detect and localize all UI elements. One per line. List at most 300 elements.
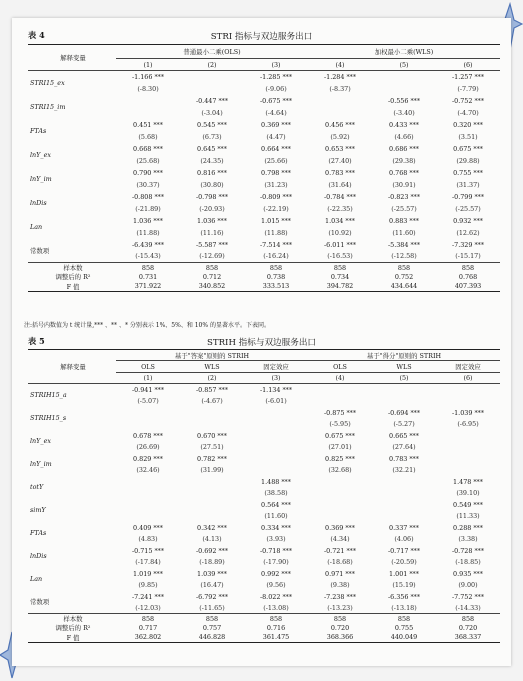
table5-row-label: 常数项 [30, 598, 50, 607]
table5-stat-cell: 0.717 [138, 623, 158, 632]
table5-coef-cell: 1.478 *** [453, 477, 483, 486]
table4-stat-cell: 858 [180, 263, 244, 273]
table4-row [28, 215, 500, 227]
table4-tstat-cell: (-7.79) [457, 84, 479, 93]
table5-row [28, 499, 500, 511]
table5-coef-cell: 1.019 *** [133, 569, 163, 578]
table4-stat-cell: 858 [116, 263, 180, 273]
table4-coef-cell: -1.284 *** [308, 71, 372, 83]
table4-coef-cell: 0.755 *** [453, 168, 483, 177]
table5-coef-cell: -1.039 *** [451, 408, 485, 417]
table5-coef-cell: -8.022 *** [259, 592, 293, 601]
table4-coef-cell: -1.285 *** [244, 71, 308, 83]
table4-tstat-cell: (5.68) [138, 132, 158, 141]
table5-stat-cell: 446.828 [180, 633, 244, 643]
table4-tstat-cell: (6.73) [202, 132, 222, 141]
table4-tstat-cell: (4.66) [394, 132, 414, 141]
table5-col-header: (5) [372, 373, 436, 384]
table5-coef-cell: 0.369 *** [325, 523, 355, 532]
table5-coef-cell: 1.488 *** [261, 477, 291, 486]
table5-coef-cell: -0.941 *** [116, 384, 180, 396]
table5-stat-cell: 361.475 [244, 633, 308, 643]
table4-tstat-cell [308, 107, 372, 119]
table4-col-header: (1) [116, 59, 180, 71]
table5-row-label: totY [30, 483, 44, 491]
table5-stat-label: 调整后的 R² [55, 624, 91, 633]
table5-tstat-cell [244, 465, 308, 476]
table4-tstat-cell: (-25.57) [455, 204, 481, 213]
table5-tstat-cell: (-6.01) [265, 397, 287, 405]
table4-tstat-cell: (-12.58) [391, 252, 417, 261]
table4-coef-cell [116, 95, 180, 107]
table4-tstat-cell: (30.37) [136, 180, 160, 189]
table5-coef-cell [244, 407, 308, 419]
table4-coef-cell: 0.433 *** [389, 120, 419, 129]
table4-coef-cell: 0.653 *** [325, 144, 355, 153]
table4-stat-cell: 858 [308, 263, 372, 273]
table4-coef-cell: -0.799 *** [451, 192, 485, 201]
table5-coef-cell [372, 476, 436, 488]
table4-tstat-cell: (-16.53) [327, 252, 353, 261]
table4-coef-cell [308, 95, 372, 107]
table5-tstat-cell: (-20.59) [391, 558, 417, 566]
table5-tstat-cell: (15.19) [392, 581, 416, 589]
table5-row [28, 568, 500, 580]
table5-coef-cell [308, 476, 372, 488]
table4-coef-cell: 0.768 *** [389, 168, 419, 177]
table4-tstat-cell: (12.62) [456, 228, 480, 237]
table5-row-label: STRIH15_a [28, 384, 116, 407]
table4-tstat-cell: (10.92) [328, 228, 352, 237]
table5-method-header: OLS [141, 362, 155, 371]
table4-tstat-cell: (24.35) [200, 156, 224, 165]
table5-tstat-cell: (9.00) [458, 581, 478, 589]
table5-tstat-cell: (-5.95) [329, 420, 351, 428]
table5-stat-cell: 858 [180, 614, 244, 624]
table5-coef-cell: -0.692 *** [195, 546, 229, 555]
table5-coef-cell: -7.241 *** [131, 592, 165, 601]
table5-coef-cell [308, 384, 372, 396]
table5-coef-cell: 0.670 *** [197, 431, 227, 440]
table5-tstat-cell: (4.83) [138, 535, 158, 543]
table4-tstat-cell: (29.38) [392, 156, 416, 165]
table5-row-label: lnY_im [30, 460, 52, 468]
table4-coef-cell: 0.664 *** [261, 144, 291, 153]
table4-row [28, 71, 500, 83]
table5-row [28, 430, 500, 442]
table4-tstat-cell: (11.60) [392, 228, 416, 237]
table4-tstat-cell: (25.68) [136, 156, 160, 165]
table4-tstat-cell: (-21.89) [135, 204, 161, 213]
table5-tstat-cell [436, 442, 500, 453]
table5-tstat-cell: (-17.90) [263, 558, 289, 566]
table4-tstat-cell: (11.16) [200, 228, 224, 237]
table4-row [28, 95, 500, 107]
table4-tstat-cell: (25.66) [264, 156, 288, 165]
table5-coef-cell: -0.717 *** [387, 546, 421, 555]
table4-tstat-cell: (-15.43) [135, 252, 161, 261]
table5-coef-cell [244, 430, 308, 442]
table4-coef-cell: 0.686 *** [389, 144, 419, 153]
table4-tstat-cell [116, 107, 180, 119]
table5-coef-cell: 0.337 *** [389, 523, 419, 532]
table4-tstat-cell: (-22.19) [263, 204, 289, 213]
table5-coef-cell: 0.334 *** [261, 523, 291, 532]
table5-coef-cell: -7.238 *** [323, 592, 357, 601]
table5-coef-cell: -0.721 *** [323, 546, 357, 555]
table4-tstat-cell: (-12.69) [199, 252, 225, 261]
table5-tstat-cell [372, 488, 436, 499]
table4-tstat-cell: (4.47) [266, 132, 286, 141]
table5-coef-cell [116, 499, 180, 511]
table4-group-ols: 普通最小二乘(OLS) [116, 45, 308, 59]
table4-stat-cell: 858 [436, 263, 500, 273]
table4-header-var: 解释变量 [28, 45, 116, 71]
table5-coef-cell [244, 453, 308, 465]
table5-stat-cell: 0.720 [330, 623, 350, 632]
table5-row [28, 453, 500, 465]
table5-col-header: (1) [116, 373, 180, 384]
table5-tstat-cell: (39.10) [456, 489, 480, 497]
table4-coef-cell: 1.036 *** [197, 216, 227, 225]
table4-tstat-cell: (5.92) [330, 132, 350, 141]
table4-coef-cell: 0.545 *** [197, 120, 227, 129]
table5-tstat-cell [116, 511, 180, 522]
table5-coef-cell [308, 499, 372, 511]
table4-row-label: lnDis [30, 198, 47, 207]
table4-tstat-cell: (-3.40) [393, 108, 415, 117]
table5-stat-cell: 858 [372, 614, 436, 624]
table5-tstat-cell: (-17.84) [135, 558, 161, 566]
table4-coef-cell: -0.447 *** [195, 96, 229, 105]
table5-row [28, 545, 500, 557]
table4-tstat-cell: (-9.06) [265, 84, 287, 93]
table4-col-header: (2) [180, 59, 244, 71]
table5-coef-cell: 0.935 *** [453, 569, 483, 578]
table5-coef-cell: -1.134 *** [244, 384, 308, 396]
table5-tstat-cell: (16.47) [200, 581, 224, 589]
table4-col-header: (5) [372, 59, 436, 71]
table5-coef-cell: 0.971 *** [325, 569, 355, 578]
table5-tstat-cell [372, 396, 436, 407]
table5-tstat-cell [372, 511, 436, 522]
table5-group-score: 基于"得分"原则的 STRIH [308, 350, 500, 361]
table4-coef-cell: 0.816 *** [197, 168, 227, 177]
table4-stat-label: 调整后的 R² [55, 273, 91, 282]
table5-method-header: WLS [396, 362, 412, 371]
table5-stat-cell: 362.802 [116, 633, 180, 643]
table4-coef-cell: -0.752 *** [451, 96, 485, 105]
table5-coef-cell: 0.549 *** [453, 500, 483, 509]
table5-coef-cell: 0.288 *** [453, 523, 483, 532]
table4-col-header: (3) [244, 59, 308, 71]
table5-row-label: Lan [30, 575, 43, 583]
table4-note: 注:括号内数值为 t 统计量,*** 、** 、* 分别表示 1%、5%、和 10% 的显著水平。下表同。 [24, 322, 270, 329]
table5-tstat-cell: (26.69) [136, 443, 160, 451]
table5-tstat-cell [436, 465, 500, 476]
table4-tstat-cell: (-16.24) [263, 252, 289, 261]
table5-tstat-cell: (9.85) [138, 581, 158, 589]
table4-row-label: STRI15_ex [28, 71, 116, 95]
table5-coef-cell [180, 407, 244, 419]
table5-tstat-cell: (9.56) [266, 581, 286, 589]
table4-tstat-cell: (-8.37) [329, 84, 351, 93]
table5-coef-cell: 0.675 *** [325, 431, 355, 440]
table5-group-answer: 基于"答案"原则的 STRIH [116, 350, 308, 361]
table5-tstat-cell: (32.46) [136, 466, 160, 474]
table5-row [28, 522, 500, 534]
table4-tstat-cell: (30.80) [200, 180, 224, 189]
table4-row [28, 191, 500, 203]
table4-tstat-cell: (11.88) [136, 228, 160, 237]
table4-tstat-cell: (3.51) [458, 132, 478, 141]
table5-coef-cell: -0.715 *** [131, 546, 165, 555]
table5-tstat-cell: (-18.85) [455, 558, 481, 566]
table5-caption: 表 5 [28, 336, 45, 346]
table5-stat-cell: 858 [308, 614, 372, 624]
table5-stat-row [28, 614, 500, 624]
table5-coef-cell: 0.564 *** [261, 500, 291, 509]
table4-coef-cell: -6.439 *** [131, 240, 165, 249]
table5-stat-row [28, 623, 500, 633]
table4-stat-label: 样本数 [28, 263, 116, 273]
table5-stat-cell: 0.755 [394, 623, 414, 632]
table4-row-label: Lan [30, 222, 43, 231]
table4-tstat-cell [372, 83, 436, 95]
table4-coef-cell: 0.783 *** [325, 168, 355, 177]
table4-coef-cell: 0.451 *** [133, 120, 163, 129]
table4-row [28, 239, 500, 251]
table5-tstat-cell: (11.60) [264, 512, 288, 520]
table4-coef-cell [372, 71, 436, 83]
table5-stat-label: F 值 [28, 633, 116, 643]
table4-tstat-cell [180, 83, 244, 95]
table4-coef-cell: 0.369 *** [261, 120, 291, 129]
table4-stat-cell: 340.852 [180, 282, 244, 292]
table4-coef-cell: 0.790 *** [133, 168, 163, 177]
table5-tstat-cell: (-6.95) [457, 420, 479, 428]
table5-tstat-cell: (-14.33) [455, 603, 481, 612]
document-page [12, 18, 511, 666]
table5-tstat-cell: (38.58) [264, 489, 288, 497]
table5-tstat-cell: (-5.27) [393, 420, 415, 428]
table5-coef-cell: 0.783 *** [389, 454, 419, 463]
table5-coef-cell: 0.409 *** [133, 523, 163, 532]
table5-coef-cell [372, 384, 436, 396]
table4-stat-cell: 0.734 [330, 272, 350, 281]
table4-stat-cell: 858 [372, 263, 436, 273]
table5-tstat-cell [180, 419, 244, 430]
table4-coef-cell: 0.883 *** [389, 216, 419, 225]
table4-tstat-cell: (31.23) [264, 180, 288, 189]
table5-tstat-cell: (4.06) [394, 535, 414, 543]
table5-tstat-cell [308, 511, 372, 522]
table4-tstat-cell: (29.88) [456, 156, 480, 165]
table4-coef-cell: -0.808 *** [131, 192, 165, 201]
table5-tstat-cell [116, 419, 180, 430]
table4-coef-cell: -0.556 *** [387, 96, 421, 105]
table5-coef-cell: -0.857 *** [180, 384, 244, 396]
table4-stat-cell: 434.644 [372, 282, 436, 292]
table5-col-header: (4) [308, 373, 372, 384]
table5-tstat-cell: (27.64) [392, 443, 416, 451]
table5-tstat-cell: (31.99) [200, 466, 224, 474]
table4-coef-cell: -6.011 *** [323, 240, 357, 249]
table5-tstat-cell: (4.34) [330, 535, 350, 543]
table4-coef-cell: 1.015 *** [261, 216, 291, 225]
table5-tstat-cell: (-13.18) [391, 603, 417, 612]
table5-row [28, 384, 500, 396]
table5-coef-cell: -6.356 *** [387, 592, 421, 601]
table4-row-label: lnY_im [30, 174, 52, 183]
table5-coef-cell: -6.792 *** [195, 592, 229, 601]
table4-row [28, 167, 500, 179]
table5-stat-cell: 368.337 [436, 633, 500, 643]
table4-col-header: (4) [308, 59, 372, 71]
table4-coef-cell: 0.645 *** [197, 144, 227, 153]
table4-stat-cell: 394.782 [308, 282, 372, 292]
table5-tstat-cell: (-18.68) [327, 558, 353, 566]
table5-method-header: WLS [204, 362, 220, 371]
table4-stat-cell: 0.738 [266, 272, 286, 281]
table4-coef-cell: 0.932 *** [453, 216, 483, 225]
table5-row-label: lnY_ex [30, 437, 51, 445]
table4-row-label: FTAs [30, 126, 47, 135]
table4-stat-cell: 407.393 [436, 282, 500, 292]
table5-tstat-cell: (-4.67) [201, 397, 223, 405]
table4-stat-row [28, 272, 500, 282]
table5-coef-cell [436, 453, 500, 465]
table4-stat-cell: 371.922 [116, 282, 180, 292]
table5-tstat-cell [308, 488, 372, 499]
table5-stat-label: 样本数 [28, 614, 116, 624]
table4-coef-cell [180, 71, 244, 83]
table5-stat-cell: 440.049 [372, 633, 436, 643]
table4-coef-cell: -1.166 *** [116, 71, 180, 83]
table5-stat-cell: 368.366 [308, 633, 372, 643]
table5-method-header: 固定效应 [455, 363, 481, 371]
table4-coef-cell: -0.809 *** [259, 192, 293, 201]
table4-row-label: 常数项 [30, 246, 50, 255]
table4-tstat-cell: (-15.17) [455, 252, 481, 261]
table4-col-header: (6) [436, 59, 500, 71]
table5-tstat-cell: (-12.03) [135, 603, 161, 612]
table5-stat-cell: 858 [116, 614, 180, 624]
table4-coef-cell: 0.320 *** [453, 120, 483, 129]
table5-row [28, 407, 500, 419]
table5-col-header: (6) [436, 373, 500, 384]
table4-stat-row [28, 263, 500, 273]
table5-row-label: STRIH15_s [30, 414, 67, 422]
table5-coef-cell: 0.665 *** [389, 431, 419, 440]
table5-stat-cell: 0.720 [458, 623, 478, 632]
table5-tstat-cell [180, 511, 244, 522]
table5-row-label: FTAs [30, 529, 47, 537]
table4-title: STRI 指标与双边服务出口 [210, 32, 313, 42]
table4-row-label: lnY_ex [30, 150, 51, 159]
table5-coef-cell: -0.728 *** [451, 546, 485, 555]
table5-coef-cell: 0.825 *** [325, 454, 355, 463]
table4-tstat-cell: (31.37) [456, 180, 480, 189]
table5-tstat-cell [116, 488, 180, 499]
table5-tstat-cell: (-18.89) [199, 558, 225, 566]
table5-tstat-cell: (9.38) [330, 581, 350, 589]
table4 [28, 44, 500, 292]
table4-tstat-cell: (31.64) [328, 180, 352, 189]
table4-coef-cell: -7.329 *** [451, 240, 485, 249]
table4-coef-cell: -0.675 *** [259, 96, 293, 105]
table4-tstat-cell: (-8.30) [137, 84, 159, 93]
table4-row-label: STRI15_im [30, 102, 66, 111]
table5-coef-cell [372, 499, 436, 511]
table5-coef-cell: -0.718 *** [259, 546, 293, 555]
table5-coef-cell [116, 407, 180, 419]
table5-tstat-cell [244, 442, 308, 453]
table5-col-header: (2) [180, 373, 244, 384]
table5-tstat-cell [244, 419, 308, 430]
table5-stat-row [28, 633, 500, 643]
table5-tstat-cell: (4.13) [202, 535, 222, 543]
table4-coef-cell: -1.257 *** [436, 71, 500, 83]
table5-col-header: (3) [244, 373, 308, 384]
table4-coef-cell: 1.036 *** [133, 216, 163, 225]
table5-stat-cell: 858 [244, 614, 308, 624]
table5-tstat-cell: (-11.65) [199, 603, 225, 612]
table5-tstat-cell: (11.33) [456, 512, 480, 520]
table5-tstat-cell: (27.51) [200, 443, 224, 451]
table5-coef-cell [436, 430, 500, 442]
table5-coef-cell: 0.992 *** [261, 569, 291, 578]
table5-method-header: OLS [333, 362, 347, 371]
table5-stat-cell: 858 [436, 614, 500, 624]
table5-method-header: 固定效应 [263, 363, 289, 371]
table4-stat-cell: 858 [244, 263, 308, 273]
table4-tstat-cell: (11.88) [264, 228, 288, 237]
table5-tstat-cell: (-13.08) [263, 603, 289, 612]
table5 [28, 349, 500, 643]
table5-tstat-cell: (27.01) [328, 443, 352, 451]
table5-row-label: lnDis [30, 552, 47, 560]
table5-coef-cell: 1.039 *** [197, 569, 227, 578]
table5-coef-cell: 1.001 *** [389, 569, 419, 578]
table5-tstat-cell: (-5.07) [137, 397, 159, 405]
table5-stat-cell: 0.716 [266, 623, 286, 632]
table5-title: STRIH 指标与双边服务出口 [206, 338, 317, 348]
table5-row [28, 591, 500, 603]
table5-coef-cell: -0.875 *** [323, 408, 357, 417]
table4-tstat-cell: (-4.64) [265, 108, 287, 117]
table5-row-label: simY [30, 506, 46, 514]
table5-coef-cell [180, 499, 244, 511]
table4-tstat-cell: (-22.35) [327, 204, 353, 213]
table4-tstat-cell: (-25.57) [391, 204, 417, 213]
table4-coef-cell: -0.798 *** [195, 192, 229, 201]
table4-stat-cell: 0.731 [138, 272, 158, 281]
table4-stat-cell: 0.752 [394, 272, 414, 281]
table5-tstat-cell: (32.68) [328, 466, 352, 474]
table5-coef-cell: -0.694 *** [387, 408, 421, 417]
table5-coef-cell [436, 384, 500, 396]
table5-tstat-cell: (-13.23) [327, 603, 353, 612]
table4-coef-cell: -7.514 *** [259, 240, 293, 249]
table5-coef-cell: 0.342 *** [197, 523, 227, 532]
table4-group-wls: 加权最小二乘(WLS) [308, 45, 500, 59]
table4-stat-cell: 333.513 [244, 282, 308, 292]
table5-tstat-cell [308, 396, 372, 407]
table5-coef-cell [180, 476, 244, 488]
table4-coef-cell: 1.034 *** [325, 216, 355, 225]
table4-stat-row [28, 282, 500, 292]
